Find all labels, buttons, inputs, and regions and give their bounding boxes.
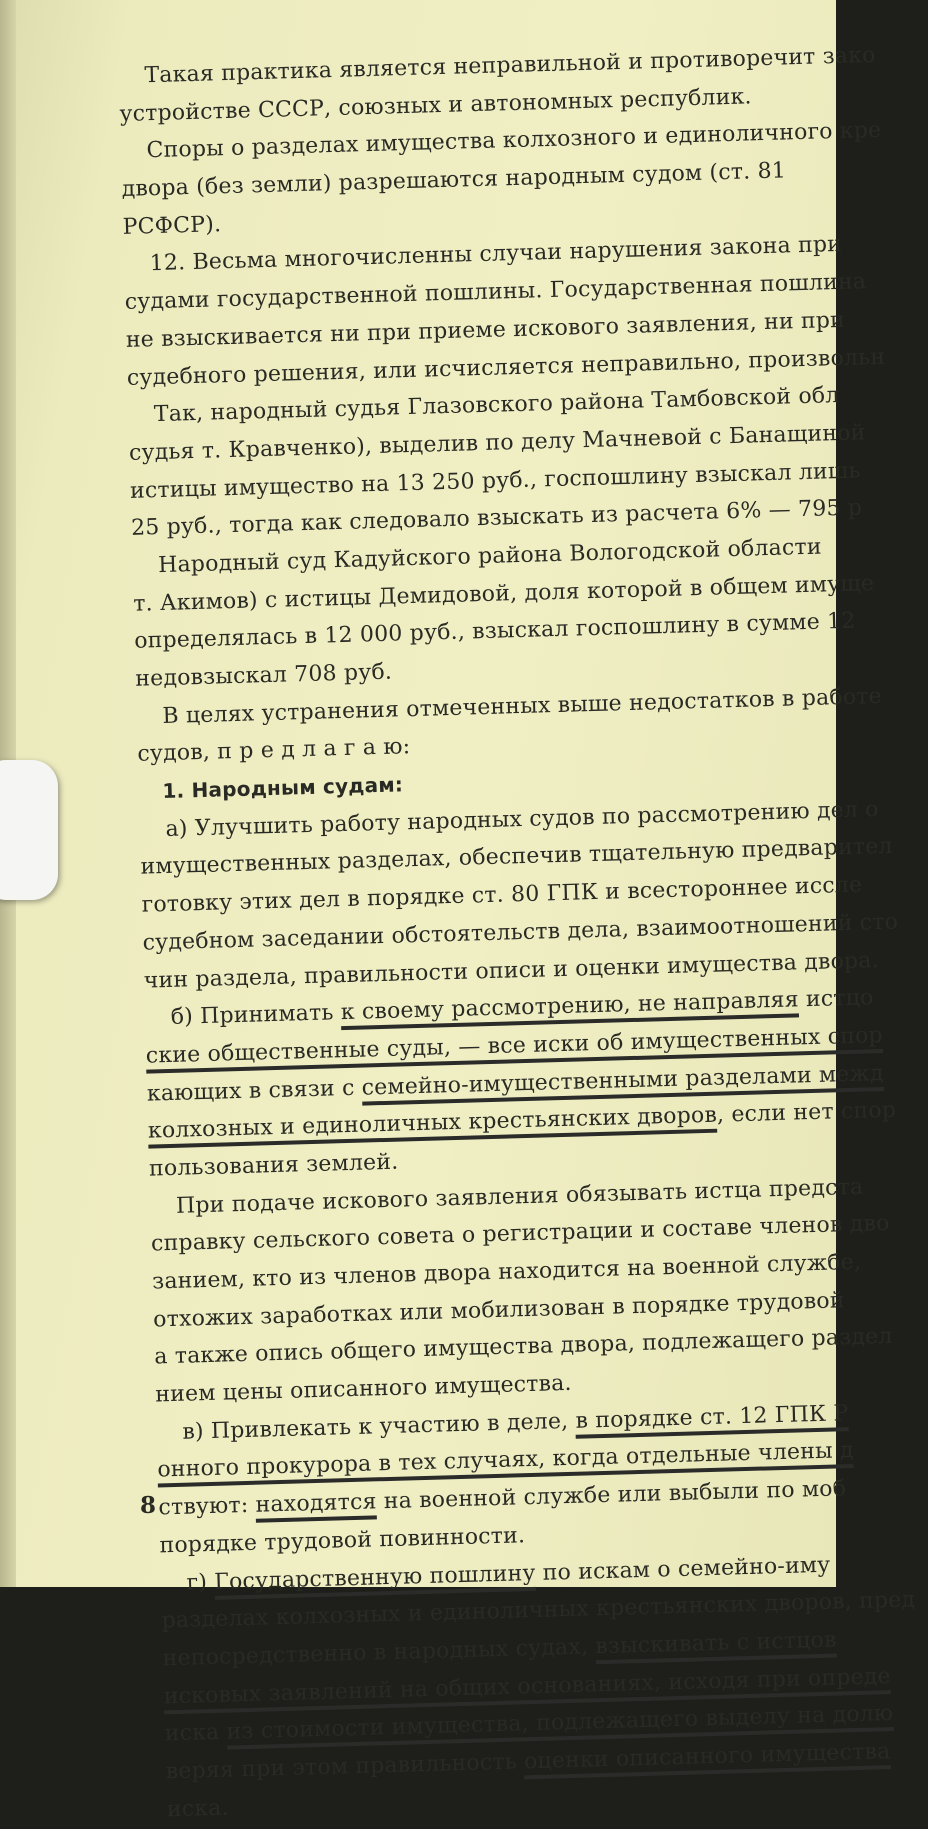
- text-line: РСФСР).: [122, 211, 222, 240]
- text-line: веряя при этом правильность оценки описанного имущества: [165, 1739, 891, 1785]
- text-line: Споры о разделах имущества колхозного и единоличного кре: [146, 118, 882, 164]
- text-line: разделах колхозных и единоличных крестьянских дворов, пред: [161, 1587, 916, 1634]
- text-line: пользования землей.: [148, 1149, 399, 1182]
- text-line: В целях устранения отмеченных выше недостатков в работе: [162, 683, 883, 729]
- text-line: не взыскивается ни при приеме искового заявления, ни при: [125, 307, 846, 353]
- underlined-passage: в порядке ст. 12 ГПК Р: [575, 1401, 849, 1439]
- text-line: При подаче искового заявления обязывать истца предста: [175, 1174, 864, 1219]
- text-line: имущественных разделах, обеспечив тщательную предварител: [140, 834, 893, 881]
- text-line: иска.: [166, 1795, 230, 1822]
- text-line: т. Акимов) с истицы Демидовой, доля которой в общем имуще: [132, 570, 875, 617]
- text-line: двора (без земли) разрешаются народным судом (ст. 81: [121, 158, 787, 203]
- underlined-passage: из стоимости имущества, подлежащего выделу на долю: [226, 1701, 893, 1750]
- text-line: истицы имущество на 13 250 руб., госпошлину взыскал лишь: [129, 457, 861, 504]
- text-line: определялась в 12 000 руб., взыскал госпошлину в сумме 12: [133, 608, 856, 655]
- text-line: кающих в связи с семейно-имущественными разделами межд: [146, 1060, 884, 1107]
- text-line: 12. Весьма многочисленны случаи нарушения закона при: [149, 232, 843, 277]
- text-line: судебном заседании обстоятельств дела, взаимоотношений сто: [142, 909, 899, 956]
- underlined-passage: к своему рассмотрению, не направляя: [340, 988, 799, 1031]
- text-line: б) Принимать к своему рассмотрению, не направляя истцо: [170, 985, 874, 1031]
- text-line: судья т. Кравченко), выделив по делу Мачневой с Банащиной: [128, 420, 866, 466]
- underlined-passage: онного прокурора в тех случаях, когда отдельные члены д: [157, 1438, 854, 1487]
- underlined-passage: находятся: [255, 1489, 377, 1522]
- underlined-passage: ские общественные суды, — все иски об имущественных спор: [146, 1023, 884, 1074]
- paper-clip: [0, 760, 58, 900]
- text-line: ствуют: находятся на военной службе или выбыли по моб: [158, 1470, 873, 1528]
- underlined-passage: взыскивать с истцов: [595, 1627, 837, 1664]
- underlined-passage: оценки описанного имущества: [524, 1739, 891, 1779]
- text-line: иска из стоимости имущества, подлежащего выделу на долю: [164, 1696, 879, 1754]
- page-number: 8: [140, 1492, 157, 1519]
- text-line: Так, народный судья Глазовского района Тамбовской обл: [153, 383, 840, 428]
- underlined-passage: семейно-имущественными разделами межд: [361, 1061, 884, 1106]
- text-line: отхожих заработках или мобилизован в порядке трудовой: [152, 1287, 845, 1333]
- underlined-passage: Государственную пошлину: [214, 1560, 536, 1599]
- text-line: Народный суд Кадуйского района Вологодской области: [157, 534, 823, 579]
- text-line: чин раздела, правильности описи и оценки имущества двора.: [143, 947, 880, 994]
- text-line: в) Привлекать к участию в деле, в порядке ст. 12 ГПК Р: [182, 1400, 849, 1445]
- text-line: готовку этих дел в порядке ст. 80 ГПК и всестороннее иссле: [141, 872, 863, 918]
- text-line: судов, п р е д л а г а ю:: [137, 734, 411, 768]
- text-line: справку сельского совета о регистрации и составе членов дво: [150, 1211, 890, 1257]
- document-body: [118, 38, 916, 1829]
- text-line: 25 руб., тогда как следовало взыскать из расчета 6% — 795 р: [130, 495, 863, 542]
- text-line: колхозных и единоличных крестьянских дворов, если нет спор: [147, 1093, 862, 1151]
- text-line: недовзыскал 708 руб.: [135, 659, 393, 692]
- text-line: нием цены описанного имущества.: [154, 1370, 573, 1408]
- underlined-passage: исковых заявлений на общих основаниях, исходя при опреде: [163, 1664, 891, 1714]
- text-line: занием, кто из членов двора находится на военной службе,: [151, 1249, 862, 1295]
- text-line: порядке трудовой повинности.: [159, 1523, 526, 1559]
- underlined-passage: колхозных и единоличных крестьянских дворов: [148, 1103, 718, 1149]
- text-line: г) Государственную пошлину по искам о семейно-иму: [160, 1545, 875, 1603]
- text-line: а) Улучшить работу народных судов по рассмотрению дел о: [165, 796, 880, 842]
- text-line: судебного решения, или исчисляется неправильно, произвольн: [126, 344, 886, 391]
- text-line: непосредственно в народных судах, взыскивать с истцов: [162, 1627, 837, 1672]
- text-line: судами государственной пошлины. Государственная пошлина: [124, 269, 867, 316]
- section-heading: 1. Народным судам:: [162, 772, 404, 804]
- text-line: устройстве СССР, союзных и автономных республик.: [119, 84, 752, 127]
- text-line: а также опись общего имущества двора, подлежащего раздел: [153, 1324, 893, 1370]
- text-line: Такая практика является неправильной и противоречит зако: [144, 42, 876, 89]
